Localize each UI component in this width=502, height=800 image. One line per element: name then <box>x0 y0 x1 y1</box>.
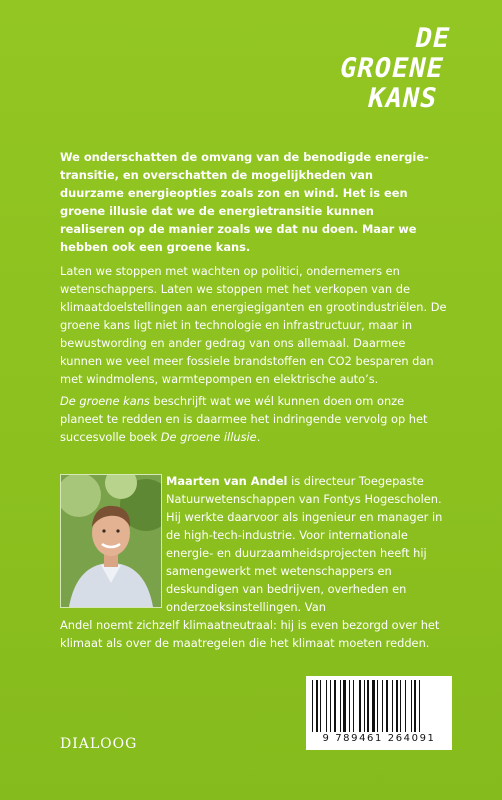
barcode-bar <box>382 680 383 732</box>
barcode-bar <box>386 680 388 732</box>
barcode-bar <box>343 680 346 732</box>
title-line: KANS <box>365 83 442 114</box>
barcode-bars <box>312 680 446 732</box>
previous-book-title: De groene illusie <box>160 430 257 444</box>
author-portrait-image <box>61 475 161 607</box>
author-name: Maarten van Andel <box>166 474 288 488</box>
barcode-bar <box>367 680 369 732</box>
author-bio-text: is directeur Toegepaste Natuurwetenschappen van Fontys Hogescholen. Hij werkte daarvoor als ingenieur en manager in de high-tech-industrie. Voor internationale energie- en duurzaamheidsprojecten heeft hij samengewerkt met wetenschappers en deskundigen van bedrijven, overheden en onderzoeksinstellingen. Van <box>166 474 443 614</box>
author-photo <box>60 474 162 608</box>
isbn-barcode <box>306 676 452 750</box>
barcode-bar <box>340 680 341 732</box>
barcode-bar <box>405 680 406 732</box>
barcode-bar <box>400 680 401 732</box>
barcode-bar <box>377 680 378 732</box>
paragraph-end: . <box>256 430 261 444</box>
barcode-bar <box>414 680 416 732</box>
barcode-bar <box>349 680 350 732</box>
barcode-bar <box>330 680 331 732</box>
author-bio-continued: Andel noemt zichzelf klimaatneutraal: hij is even bezorgd over het klimaat als over de maatregelen die het klimaat moeten redden. <box>60 618 440 650</box>
barcode-bar <box>411 680 412 732</box>
barcode-bar <box>396 680 398 732</box>
barcode-bar <box>364 680 365 732</box>
barcode-bar <box>320 680 321 732</box>
body-paragraph-1: Laten we stoppen met wachten op politici, ondernemers en wetenschappers. Laten we stoppen met het verkopen van de klimaatdoelstellingen aan energiegiganten en grootindustriëlen. De groene kans ligt niet in technologie en infrastructuur, maar in bewustwording en ander gedrag van ons allemaal. Daarmee kunnen we veel meer fossiele brandstoffen en CO2 besparen dan met windmolens, warmtepompen en elektrische auto’s. <box>60 264 447 386</box>
paragraph-text: beschrijft wat we wél kunnen doen om onze planeet te redden en is daarmee het indringende vervolg op het succesvolle boek <box>60 394 428 444</box>
title-line: DE <box>412 23 454 54</box>
barcode-bar <box>326 680 327 732</box>
barcode-bar <box>419 680 420 732</box>
barcode-bar <box>372 680 375 732</box>
lead-paragraph: We onderschatten de omvang van de benodigde energietransitie, en overschatten de mogelijkheden van duurzame energieopties zoals zon en wind. Het is een groene illusie dat we de energietransitie kunnen realiseren op de manier zoals we dat nu doen. Maar we hebben ook een groene kans. <box>60 150 429 254</box>
barcode-bar <box>312 680 313 732</box>
barcode-bar <box>359 680 361 732</box>
barcode-bar <box>316 680 318 732</box>
title-line: GROENE <box>337 53 448 84</box>
barcode-bar <box>392 680 393 732</box>
isbn-number: 9 789461 264091 <box>322 733 436 744</box>
body-paragraph-2 <box>60 392 450 446</box>
book-title-italic: De groene kans <box>60 394 150 408</box>
barcode-bar <box>334 680 336 732</box>
book-title-logo <box>331 24 454 114</box>
barcode-bar <box>353 680 354 732</box>
author-bio <box>166 472 452 616</box>
publisher-logo: DIALOOG <box>60 736 138 752</box>
